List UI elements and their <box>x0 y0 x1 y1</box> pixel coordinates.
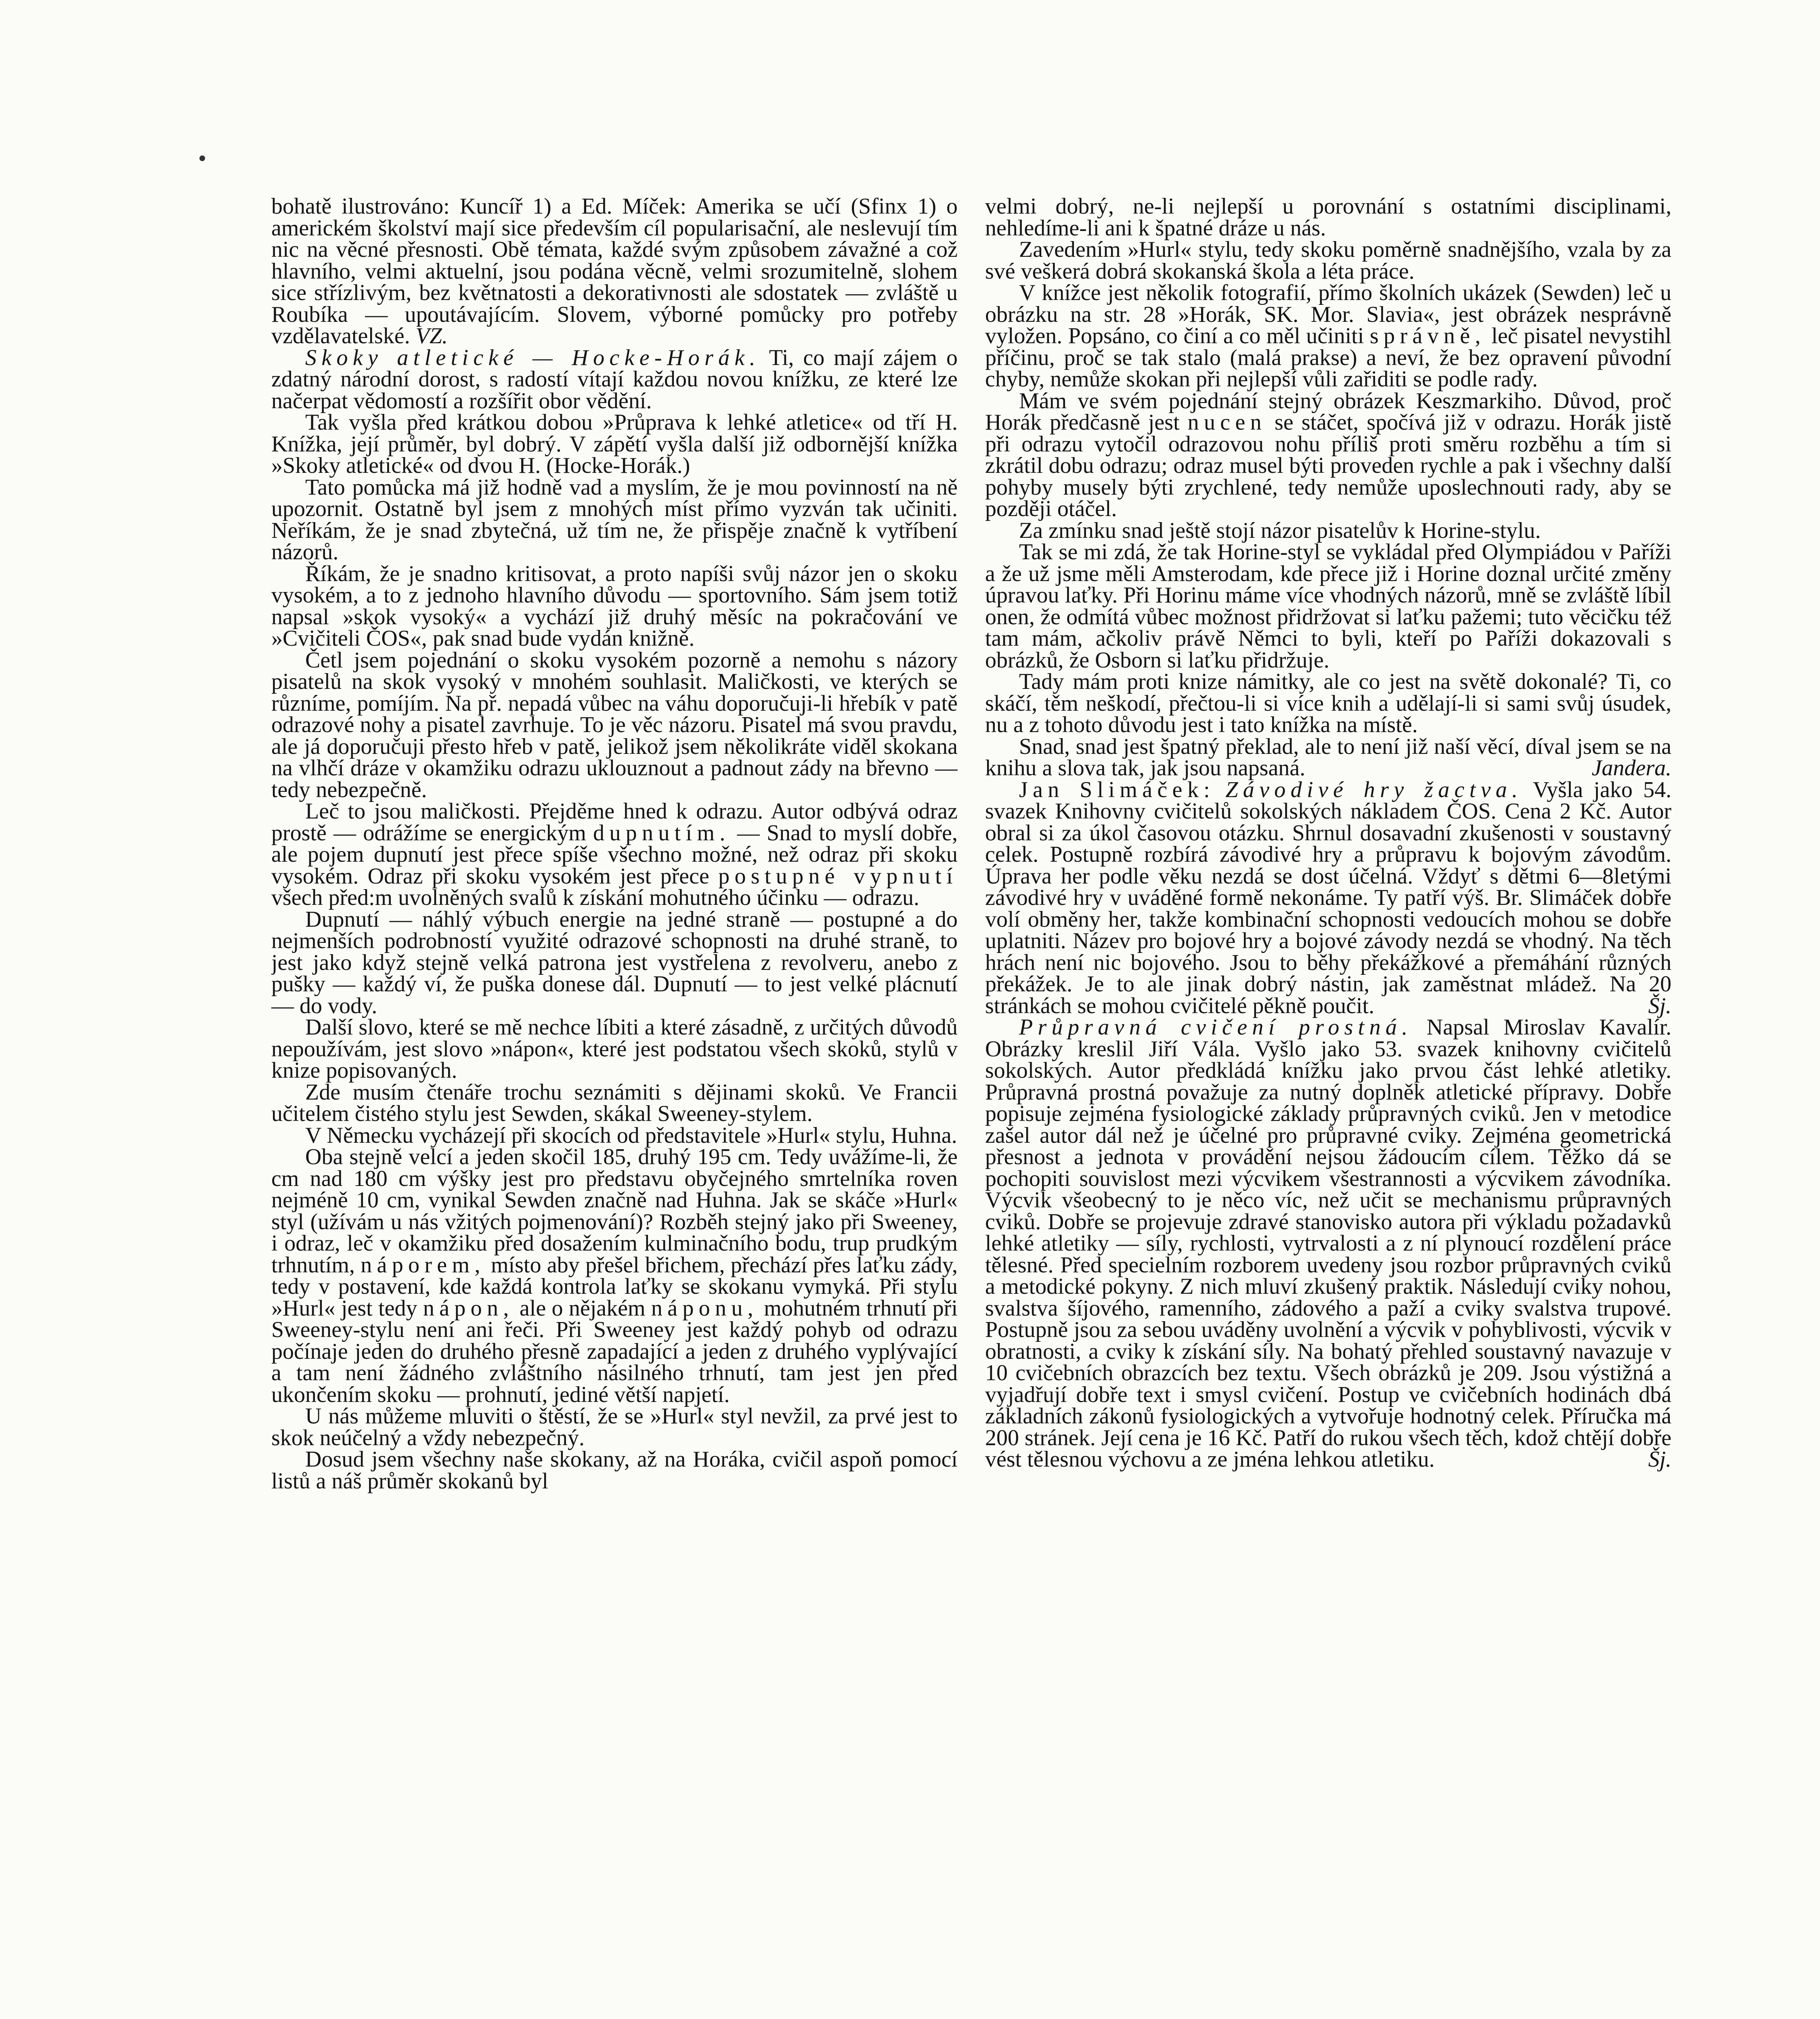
paragraph: Za zmínku snad ještě stojí názor pisatelův k Horine-stylu. <box>1019 518 1541 543</box>
emphasis: dupnutím. <box>593 820 730 846</box>
paragraph: Tato pomůcka má již hodně vad a myslím, že je mou povinností na ně upozornit. Ostatně byl jsem z mnohých míst přímo vyzván tak učiniti. Neříkám, že je snad zbytečná, už tím ne, že přispěje značně k vytříbení názorů. <box>271 474 958 565</box>
article-title: Závodivé hry žactva. <box>1225 777 1523 802</box>
paragraph: Snad, snad jest špatný překlad, ale to není již naší věcí, díval jsem se na knihu a slova tak, jak jsou napsaná. Jandera. <box>985 734 1671 781</box>
paragraph: U nás můžeme mluviti o štěstí, že se »Hurl« styl nevžil, za prvé jest to skok neúčelný a vždy nebezpečný. <box>271 1404 958 1450</box>
paragraph: Skoky atletické — Hocke-Horák. Ti, co mají zájem o zdatný národní dorost, s radostí vítají každou novou knížku, ze které lze načerpat vědomostí a rozšířit obor vědění. <box>271 345 958 413</box>
emphasis: nucen <box>1187 410 1266 435</box>
signature: Šj. <box>1648 1447 1671 1472</box>
article-title: Skoky atletické — Hocke-Horák. <box>305 345 760 370</box>
paragraph: Dosud jsem všechny naše skokany, až na Horáka, cvičil aspoň pomocí listů a náš průměr skokanů byl <box>271 1447 958 1494</box>
page-speck <box>199 155 205 161</box>
left-column <box>271 196 958 2019</box>
paragraph: Říkám, že je snadno kritisovat, a proto napíši svůj názor jen o skoku vysokém, a to z jednoho hlavního důvodu — sportovního. Sám jsem totiž napsal »skok vysoký« a vychází již druhý měsíc na pokračování ve »Cvičiteli ČOS«, pak snad bude vydán knižně. <box>271 561 958 651</box>
emphasis: správně, <box>1369 323 1486 348</box>
paragraph: Jan Slimáček: Závodivé hry žactva. Vyšla jako 54. svazek Knihovny cvičitelů sokolských nákladem ČOS. Cena 2 Kč. Autor obral si za úkol časovou otázku. Shrnul dosavadní zkušenosti v soustavný celek. Postupně rozbírá závodivé hry a průpravu k bojovým závodům. Úprava her podle věku nezdá se dost účelná. Vždyť s dětmi 6—8letými závodivé hry v uváděné formě nekonáme. Ty patří výš. Br. Slimáček dobře volí obměny her, takže kombinační schopnosti vedoucích mohou se dobře uplatniti. Název pro bojové hry a bojové závody nezdá se vhodný. Na těch hrách není nic bojového. Jsou to běhy překážkové a přemáhání různých překážek. Je to ale jinak dobrý nástin, jak zaměstnat mládež. Na 20 stránkách se mohou cvičitelé pěkně poučit. Šj. <box>985 777 1671 1018</box>
review-author: Jan Slimáček: <box>1019 777 1215 802</box>
emphasis: náporem, <box>361 1252 485 1278</box>
emphasis: postupné vypnutí <box>718 863 958 889</box>
article-title: Průpravná cvičení prostná. <box>1019 1015 1413 1040</box>
paragraph: Tady mám proti knize námitky, ale co jest na světě dokonalé? Ti, co skáčí, těm neškodí, přečtou-li si více knih a udělají-li si sami svůj úsudek, nu a z tohoto důvodu jest i tato knížka na místě. <box>985 669 1671 737</box>
right-column <box>985 196 1671 2019</box>
signature: Šj. <box>1648 993 1671 1018</box>
paragraph: Tak se mi zdá, že tak Horine-styl se vykládal před Olympiádou v Paříži a že už jsme měli Amsterodam, kde přece již i Horine doznal určité změny úpravou laťky. Při Horinu máme více vhodných názorů, mně se zvláště líbil onen, že odmítá vůbec možnost přidržovat si laťku pažemi; tuto věcičku též tam mám, ačkoliv právě Němci to byli, kteří po Paříži dokazovali s obrázků, že Osborn si laťku přidržuje. <box>985 539 1671 673</box>
paragraph: Tak vyšla před krátkou dobou »Průprava k lehké atletice« od tří H. Knížka, její průměr, byl dobrý. V zápětí vyšla další již odbornější knížka »Skoky atletické« od dvou H. (Hocke-Horák.) <box>271 410 958 478</box>
paragraph: Dupnutí — náhlý výbuch energie na jedné straně — postupné a do nejmenších podrobností využité odrazové schopnosti na druhé straně, to jest jako když stejně velká patrona jest vystřelena z revolveru, anebo z pušky — každý ví, že puška donese dál. Dupnutí — to jest velké plácnutí — do vody. <box>271 907 958 1018</box>
signature: VZ. <box>415 323 448 348</box>
paragraph: bohatě ilustrováno: Kuncíř 1) a Ed. Míček: Amerika se učí (Sfinx 1) o americkém školství mají sice především cíl popularisační, ale neslevují tím nic na věcné přesnosti. Obě témata, každé svým způsobem závažné a což hlavního, velmi aktuelní, jsou podána věcně, velmi srozumitelně, slohem sice střízlivým, bez květnatosti a dekorativnosti ale sdostatek — zvláště u Roubíka — upoutávajícím. Slovem, výborné pomůcky pro potřeby vzdělavatelské. VZ. <box>271 196 958 348</box>
paragraph: Další slovo, které se mě nechce líbiti a které zásadně, z určitých důvodů nepoužívám, jest slovo »nápon«, které jest podstatou všech skoků, stylů v knize popisovaných. <box>271 1015 958 1083</box>
signature: Jandera. <box>1591 756 1671 781</box>
paragraph: V Německu vycházejí při skocích od představitele »Hurl« stylu, Huhna. <box>305 1123 957 1148</box>
paragraph: Leč to jsou maličkosti. Přejděme hned k odrazu. Autor odbývá odraz prostě — odrážíme se energickým dupnutím. — Snad to myslí dobře, ale pojem dupnutí jest přece spíše všechno možné, než odraz při skoku vysokém. Odraz při skoku vysokém jest přece postupné vypnutí všech před:m uvolněných svalů k získání mohutného účinku — odrazu. <box>271 799 958 910</box>
emphasis: nápon, <box>423 1295 514 1321</box>
emphasis: náponu, <box>651 1295 758 1321</box>
paragraph: Mám ve svém pojednání stejný obrázek Keszmarkiho. Důvod, proč Horák předčasně jest nucen se stáčet, spočívá již v odrazu. Horák jistě při odrazu vytočil odrazovou nohu příliš proti směru rozběhu a tím si zkrátil dobu odrazu; odraz musel býti proveden rychle a pak i všechny další pohyby musely býti zrychlené, tedy nemůže uposlechnouti rady, aby se později otáčel. <box>985 388 1671 521</box>
paragraph: Četl jsem pojednání o skoku vysokém pozorně a nemohu s názory pisatelů na skok vysoký v mnohém souhlasit. Maličkosti, ve kterých se různíme, pomíjím. Na př. nepadá vůbec na váhu doporučuji-li hřebík v patě odrazové nohy a pisatel zavrhuje. To je věc názoru. Pisatel má svou pravdu, ale já doporučuji přesto hřeb v patě, jelikož jsem několikráte viděl skokana na vlhčí dráze v okamžiku odrazu uklouznout a padnout zády na břevno — tedy nebezpečně. <box>271 647 958 802</box>
paragraph: Oba stejně velcí a jeden skočil 185, druhý 195 cm. Tedy uvážíme-li, že cm nad 180 cm výšky jest pro představu obyčejného smrtelníka roven nejméně 10 cm, vynikal Sewden značně nad Huhna. Jak se skáče »Hurl« styl (užívám u nás vžitých pojmenování)? Rozběh stejný jako při Sweeney, i odraz, leč v okamžiku před dosažením kulminačního bodu, trup prudkým trhnutím, náporem, místo aby přešel břichem, přechází přes laťku zády, tedy v postavení, kde každá kontrola laťky se skokanu vymyká. Při stylu »Hurl« jest tedy nápon, ale o nějakém náponu, mohutném trhnutí při Sweeney-stylu není ani řeči. Při Sweeney jest každý pohyb od odrazu počínaje jeden do druhého přesně zapadající a jeden z druhého vyplývající a tam není žádného zvláštního násilného trhnutí, tam jest jen před ukončením skoku — prohnutí, jediné větší napjetí. <box>271 1144 958 1407</box>
paragraph: Průpravná cvičení prostná. Napsal Miroslav Kavalír. Obrázky kreslil Jiří Vála. Vyšlo jako 53. svazek knihovny cvičitelů sokolských. Autor předkládá knížku jako prvou část lehké atletiky. Průpravná prostná považuje za nutný doplněk atletické přípravy. Dobře popisuje zejména fysiologické základy průpravných cviků. Jen v metodice zašel autor dál než je účelné pro průpravné cviky. Zejména geometrická přesnost a jednota v provádění nejsou žádoucím cílem. Těžko dá se pochopiti souvislost mezi výcvikem všestrannosti a výcvikem závodníka. Výcvik všeobecný to je něco víc, než učit se mechanismu průpravných cviků. Dobře se projevuje zdravé stanovisko autora při výkladu požadavků lehké atletiky — síly, rychlosti, vytrvalosti a z ní plynoucí rozdělení práce tělesné. Před specielním rozborem uvedeny jsou rozbor průpravných cviků a metodické pokyny. Z nich mluví zkušený praktik. Následují cviky nohou, svalstva šíjového, ramenního, zádového a paží a cviky svalstva trupové. Postupně jsou za sebou uváděny uvolnění a výcvik v pohyblivosti, výcvik v obratnosti, a cviky k získání síly. Na bohatý přehled soustavný navazuje v 10 cvičebních obrazcích bez textu. Všech obrázků je 209. Jsou výstižná a vyjadřují dobře text i smysl cvičení. Postup ve cvičebních hodinách dbá základních zákonů fysiologických a vytvořuje hodnotný celek. Příručka má 200 stránek. Její cena je 16 Kč. Patří do rukou všech těch, kdož chtějí dobře vést tělesnou výchovu a ze jména lehkou atletiku. Šj. <box>985 1015 1671 1472</box>
paragraph: Zavedením »Hurl« stylu, tedy skoku poměrně snadnějšího, vzala by za své veškerá dobrá skokanská škola a léta práce. <box>985 237 1671 284</box>
paragraph: V knížce jest několik fotografií, přímo školních ukázek (Sewden) leč u obrázku na str. 28 »Horák, SK. Mor. Slavia«, jest obrázek nesprávně vyložen. Popsáno, co činí a co měl učiniti správně, leč pisatel nevystihl příčinu, proč se tak stalo (malá prakse) a neví, že bez opravení původní chyby, nemůže skokan při nejlepší vůli zařiditi se podle rady. <box>985 280 1671 392</box>
paragraph: Zde musím čtenáře trochu seznámiti s dějinami skoků. Ve Francii učitelem čistého stylu jest Sewden, skákal Sweeney-stylem. <box>271 1079 958 1126</box>
paragraph: velmi dobrý, ne-li nejlepší u porovnání s ostatními disciplinami, nehledíme-li ani k špatné dráze u nás. <box>985 196 1671 241</box>
